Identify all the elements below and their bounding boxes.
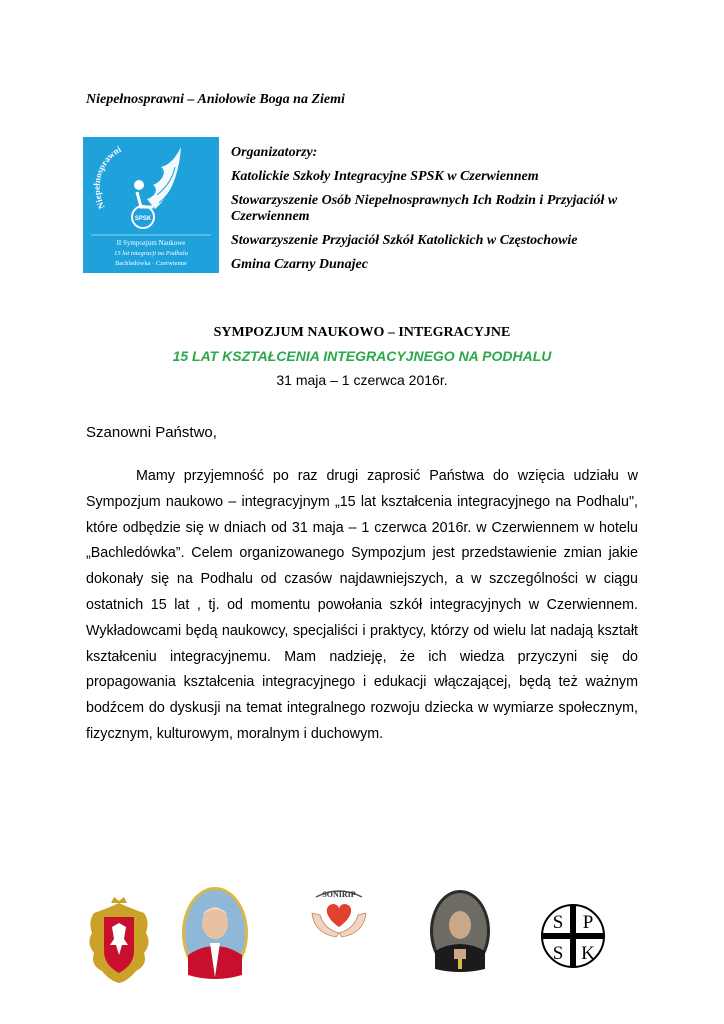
letter-greeting: Szanowni Państwo, <box>86 424 217 441</box>
sonirip-label: SONIRIP <box>322 890 356 899</box>
hands-heart-icon <box>306 883 372 943</box>
event-date: 31 maja – 1 czerwca 2016r. <box>276 372 448 388</box>
symposium-logo-graphic <box>83 137 219 273</box>
spsk-cross-icon <box>540 903 606 969</box>
logo-line1: II Sympozjum Naukowe <box>116 239 186 247</box>
pope-portrait-icon <box>180 885 250 981</box>
organizers-title: Organizatorzy: <box>231 145 318 160</box>
figure-head-icon <box>134 180 144 190</box>
symposium-logo <box>83 137 219 273</box>
motto-header: Niepełnosprawni – Aniołowie Boga na Ziemi <box>86 92 345 107</box>
spsk-letter-s2: S <box>552 943 564 964</box>
logo-arc-text: Niepełnosprawni <box>91 144 123 211</box>
coat-of-arms-logo <box>84 893 154 990</box>
logo-line3: Bachledówka · Czerwienne <box>115 260 187 267</box>
organizer-item: Katolickie Szkoły Integracyjne SPSK w Czerwiennem <box>231 169 539 184</box>
event-subtitle: 15 LAT KSZTAŁCENIA INTEGRACYJNEGO NA PODHALU <box>172 348 552 364</box>
coat-of-arms-icon <box>84 893 154 985</box>
pope-portrait <box>180 885 250 986</box>
spsk-letter-s1: S <box>552 912 564 933</box>
logo-badge: SPSK <box>134 216 152 222</box>
letter-body: Mamy przyjemność po raz drugi zaprosić Państwa do wzięcia udziału w Sympozjum naukowo – integracyjnym „15 lat kształcenia integracyjnego na Podhalu", które odbędzie się w dniach od 31 maja – 1 czerwca 2016r. w Czerwiennem w hotelu „Bachledówka”. Celem organizowanego Sympozjum jest przedstawienie zmian jakie dokonały się na Podhalu od czasów najdawniejszych, a w szczególności w ciągu ostatnich 15 lat , tj. od momentu powołania szkół integracyjnych w Czerwiennem. Wykładowcami będą naukowcy, specjaliści i praktycy, którzy od wielu lat nadają kształt kształceniu integracyjnemu. Mam nadzieję, że ich wiedza przyczyni się do propagowania kształcenia integracyjnego i edukacji włączającej, będą też ważnym bodźcem do dyskusji na temat integralnego rozwoju dziecka w wymiarze społecznym, fizycznym, kulturowym, moralnym i duchowym. <box>86 468 638 742</box>
organizer-item: Stowarzyszenie Przyjaciół Szkół Katolickich w Częstochowie <box>231 233 578 248</box>
organizer-item: Stowarzyszenie Osób Niepełnosprawnych Ich Rodzin i Przyjaciół w Czerwiennem <box>231 193 618 224</box>
spsk-letter-p: P <box>582 912 594 933</box>
spsk-logo <box>540 903 606 974</box>
cardinal-portrait-icon <box>429 889 491 973</box>
organizers-block <box>231 145 651 281</box>
cardinal-portrait <box>429 889 491 978</box>
organizer-item: Gmina Czarny Dunajec <box>231 257 368 272</box>
event-title: SYMPOZJUM NAUKOWO – INTEGRACYJNE <box>213 325 511 340</box>
sonirip-logo <box>306 883 372 948</box>
spsk-letter-k: K <box>581 943 595 964</box>
logo-line2: 15 lat integracji na Podhalu <box>114 250 188 257</box>
